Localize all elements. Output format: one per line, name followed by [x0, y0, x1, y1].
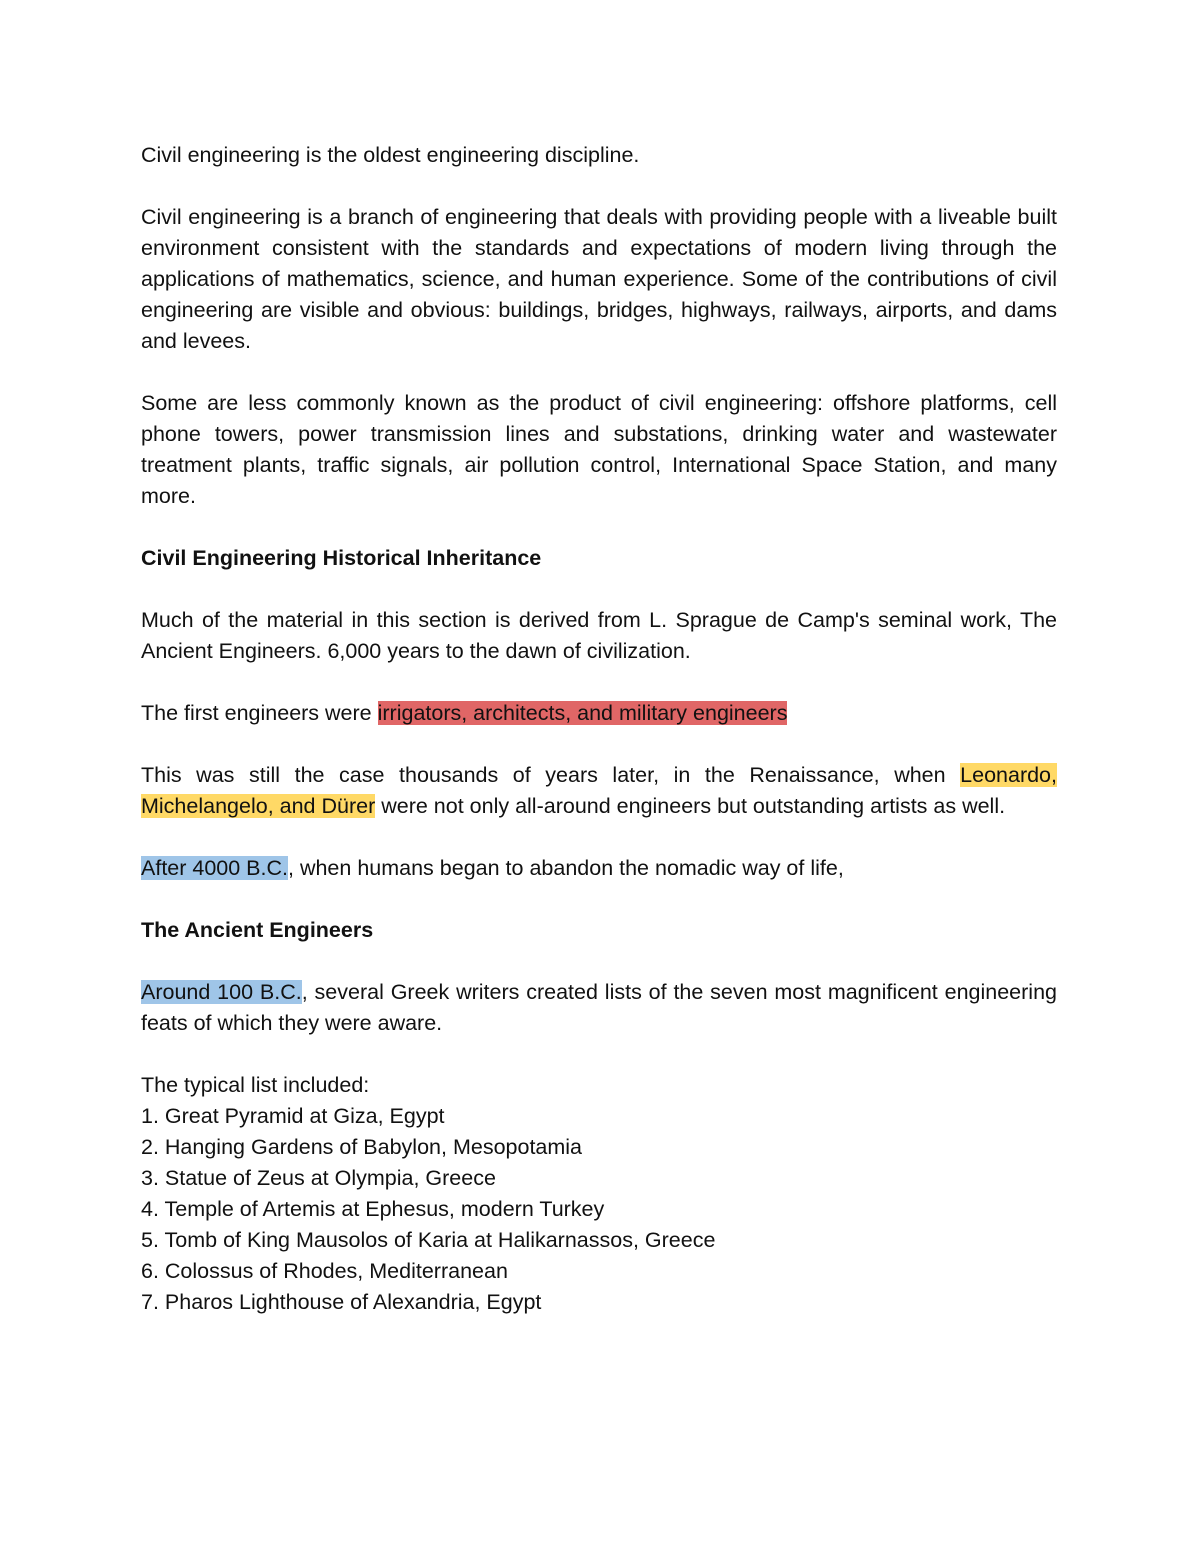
around-100-text: , several Greek writers created lists of the seven most magnificent engineering feats of which they were aware. — [141, 980, 1057, 1035]
after-4000-text: , when humans began to abandon the nomadic way of life, — [288, 856, 844, 880]
around-100-paragraph — [141, 977, 1057, 1039]
after-4000-paragraph — [141, 853, 1057, 884]
highlight-blue-100: Around 100 B.C. — [141, 980, 302, 1004]
section-heading-historical-inheritance: Civil Engineering Historical Inheritance — [141, 546, 542, 570]
list-item: 6. Colossus of Rhodes, Mediterranean — [141, 1259, 508, 1283]
document-page — [141, 140, 1057, 1318]
list-item: 3. Statue of Zeus at Olympia, Greece — [141, 1166, 496, 1190]
lesser-known-paragraph: Some are less commonly known as the product of civil engineering: offshore platforms, cell phone towers, power transmission lines and substations, drinking water and wastewater treatment plants, traffic signals, air pollution control, International Space Station, and many more. — [141, 391, 1057, 508]
intro-paragraph: Civil engineering is the oldest engineering discipline. — [141, 143, 640, 167]
source-paragraph: Much of the material in this section is derived from L. Sprague de Camp's seminal work, The Ancient Engineers. 6,000 years to the dawn of civilization. — [141, 608, 1057, 663]
renaissance-paragraph — [141, 760, 1057, 822]
highlight-blue-4000: After 4000 B.C. — [141, 856, 288, 880]
first-engineers-text: The first engineers were — [141, 701, 378, 725]
highlight-yellow: Leonardo, Michelangelo, and Dürer — [141, 763, 1057, 818]
highlight-red: irrigators, architects, and military engineers — [377, 701, 788, 725]
list-item: 1. Great Pyramid at Giza, Egypt — [141, 1104, 445, 1128]
renaissance-text-before: This was still the case thousands of years later, in the Renaissance, when — [141, 763, 961, 787]
list-item: 5. Tomb of King Mausolos of Karia at Halikarnassos, Greece — [141, 1228, 716, 1252]
list-item: 4. Temple of Artemis at Ephesus, modern Turkey — [141, 1197, 605, 1221]
renaissance-text-after: were not only all-around engineers but outstanding artists as well. — [375, 794, 1006, 818]
first-engineers-paragraph — [141, 698, 1057, 729]
list-item: 7. Pharos Lighthouse of Alexandria, Egypt — [141, 1290, 542, 1314]
wonders-list — [141, 1101, 1057, 1318]
definition-paragraph: Civil engineering is a branch of engineering that deals with providing people with a liveable built environment consistent with the standards and expectations of modern living through the applications of mathematics, science, and human experience. Some of the contributions of civil engineering are visible and obvious: buildings, bridges, highways, railways, airports, and dams and levees. — [141, 205, 1057, 353]
list-item: 2. Hanging Gardens of Babylon, Mesopotamia — [141, 1135, 583, 1159]
section-heading-ancient-engineers: The Ancient Engineers — [141, 918, 374, 942]
list-intro: The typical list included: — [141, 1073, 370, 1097]
